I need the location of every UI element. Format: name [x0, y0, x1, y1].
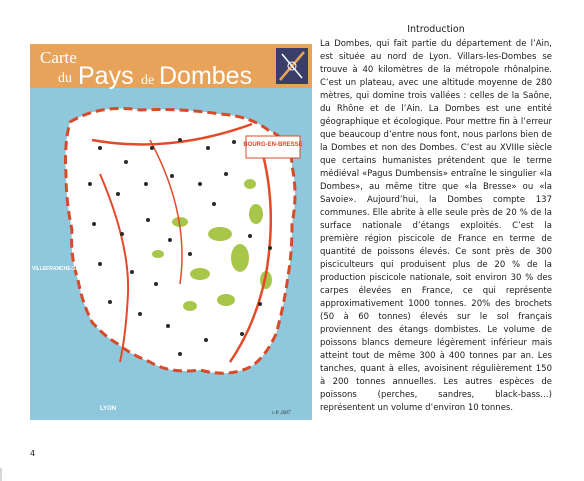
page-number: 4: [30, 449, 36, 458]
article-body: La Dombes, qui fait partie du département de l’Ain, est située au nord de Lyon. Villars-les-Dombes se trouve à 40 kilomètres de la métropole rhônalpine. C’est un plateau, avec une altitude moyenne de 280 mètres, qui domine trois vallées : celles de la Saône, du Rhône et de l’Ain. La Dombes est une entité géographique et écologique. Pour mettre fin à l’erreur que beaucoup d’entre nous font, nous parlons bien de la Dombes et non des Dombes. C’est au XVIIIe siècle que certains humanistes prétendent que le terme médiéval «Pagus Dumbensis» entraîne le singulier «la Dombes», au même titre que «la Bresse» ou «la Savoie». Aujourd’hui, la Dombes compte 137 communes. Elle abrite à elle seule près de 20 % de la surface nationale d’étangs exploités. C’est la première région piscicole de France en terme de quantité de poissons élevés. Ce sont près de 300 pisciculteurs qui produisent plus de 20 % de la production piscicole nationale, soit environ 30 % des carpes élevées en France, ce qui représente approximativement 1000 tonnes. 20% des brochets (50 à 60 tonnes) élevés sur le sol français proviennent des étangs dombistes. Le volume de poissons blancs demeure légèrement inférieur mais atteint tout de même 300 à 400 tonnes par an. Les tanches, quant à elles, avoisinent régulièrement 150 à 200 tonnes annuelles. Les autres espèces de poissons (perches, sandres, black-bass…) représentent un volume d’environ 10 tonnes.: [320, 39, 552, 413]
map-title-pays: Pays: [78, 62, 134, 90]
label-bourg-en-bresse: BOURG-EN-BRESSE: [243, 142, 303, 148]
label-villefranche: VILLEFRANCHE-SUR-SAÔNE: [32, 266, 103, 272]
label-lyon: LYON: [100, 406, 117, 412]
map-illustration: [30, 44, 312, 420]
page-edge-mark: [0, 468, 2, 481]
map-title-dombes: Dombes: [159, 62, 253, 90]
article-column: [320, 24, 552, 415]
article-heading: Introduction: [407, 24, 465, 35]
map-title-de: de: [141, 73, 155, 88]
map-svg: [30, 44, 312, 420]
map-signature: c.P. 2007: [272, 411, 291, 416]
map-title-du: du: [58, 71, 72, 86]
compass-logo-icon: [276, 48, 308, 84]
map-title-line1: Carte: [40, 48, 77, 67]
